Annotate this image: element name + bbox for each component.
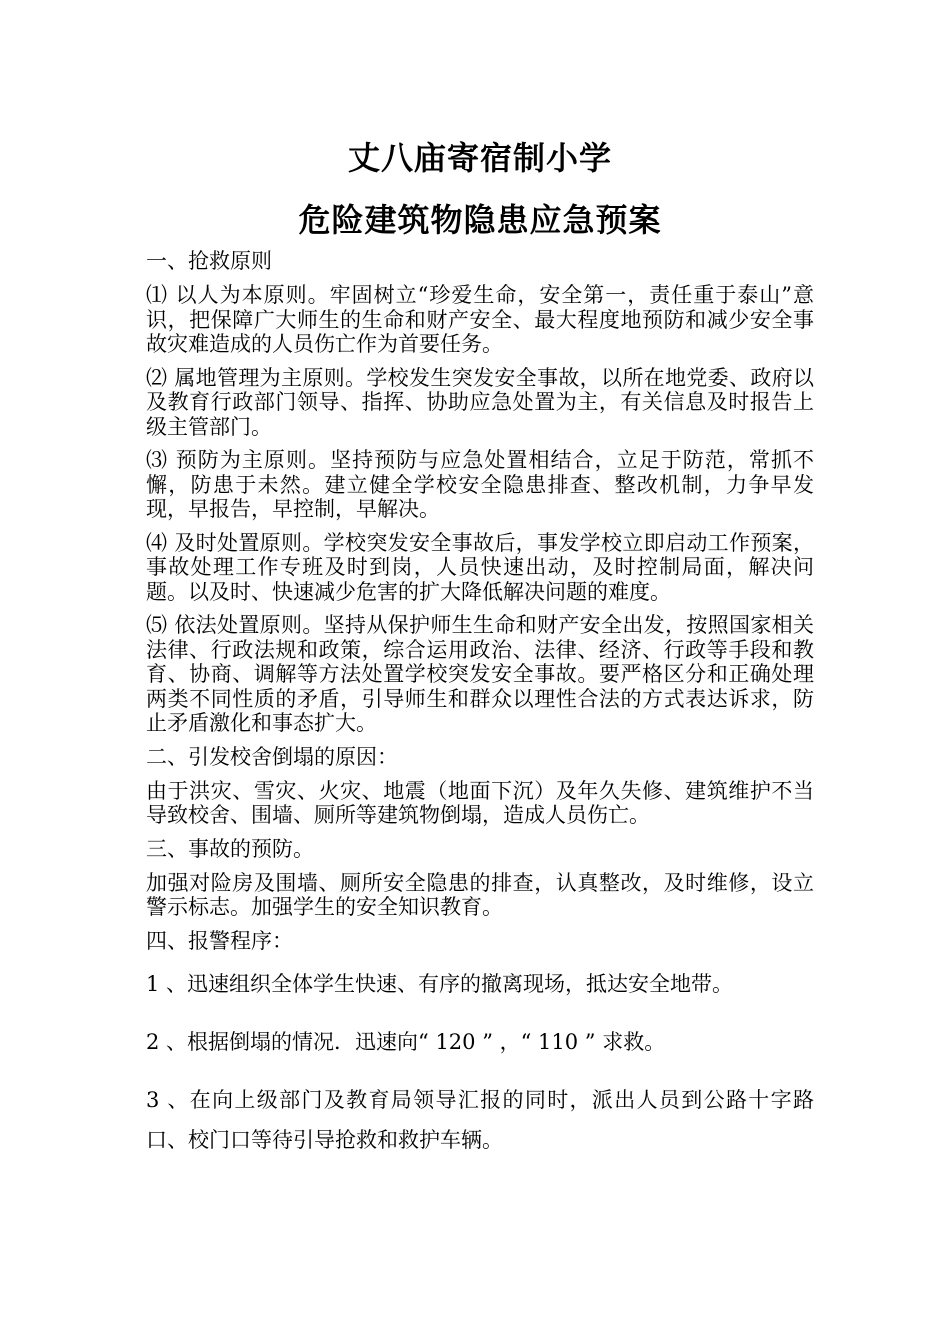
- document-title-plan: 危险建筑物隐患应急预案: [298, 201, 662, 239]
- collapse-causes-text: 由于洪灾、雪灾、火灾、地震（地面下沉）及年久失修、建筑维护不当导致校舍、围墙、厕所等建筑物倒塌，造成人员伤亡。: [146, 778, 814, 827]
- section-heading-collapse-causes: 二、引发校舍倒塌的原因：: [146, 744, 398, 769]
- prevention-text: 加强对险房及围墙、厕所安全隐患的排查，认真整改，及时维修，设立警示标志。加强学生的安全知识教育。: [146, 870, 814, 919]
- document-page: [146, 136, 814, 1160]
- alarm-step-2: 2 、根据倒塌的情况．迅速向“ 120 ” ，“ 110 ” 求救。: [146, 1029, 666, 1054]
- principle-prevention: ⑶ 预防为主原则。坚持预防与应急处置相结合，立足于防范，常抓不懈，防患于未然。建立健全学校安全隐患排查、整改机制，力争早发现，早报告，早控制，早解决。: [146, 448, 814, 521]
- principle-timely-handling: ⑷ 及时处置原则。学校突发安全事故后，事发学校立即启动工作预案，事故处理工作专班及时到岗，人员快速出动，及时控制局面，解决问题。以及时、快速减少危害的扩大降低解决问题的难度。: [146, 530, 814, 604]
- section-heading-prevention: 三、事故的预防。: [146, 836, 314, 861]
- section-heading-alarm-procedure: 四、报警程序：: [146, 928, 293, 953]
- principle-lawful-handling: ⑸ 依法处置原则。坚持从保护师生生命和财产安全出发，按照国家相关法律、行政法规和政策，综合运用政治、法律、经济、行政等手段和教育、协商、调解等方法处置学校突发安全事故。要严格区分和正确处理两类不同性质的矛盾，引导师生和群众以理性合法的方式表达诉求，防止矛盾激化和事态扩大。: [146, 613, 814, 735]
- alarm-step-1: 1 、迅速组织全体学生快速、有序的撤离现场，抵达安全地带。: [146, 971, 734, 996]
- principle-people-oriented: ⑴ 以人为本原则。牢固树立“珍爱生命，安全第一，责任重于泰山”意识，把保障广大师生的生命和财产安全、最大程度地预防和减少安全事故灾难造成的人员伤亡作为首要任务。: [146, 283, 814, 356]
- section-heading-rescue-principles: 一、抢救原则: [146, 249, 272, 273]
- principle-territorial-management: ⑵ 属地管理为主原则。学校发生突发安全事故，以所在地党委、政府以及教育行政部门领导、指挥、协助应急处置为主，有关信息及时报告上级主管部门。: [146, 365, 814, 439]
- document-title-school: 丈八庙寄宿制小学: [347, 139, 612, 177]
- alarm-step-3: 3 、在向上级部门及教育局领导汇报的同时，派出人员到公路十字路口、校门口等待引导抢救和救护车辆。: [146, 1087, 814, 1152]
